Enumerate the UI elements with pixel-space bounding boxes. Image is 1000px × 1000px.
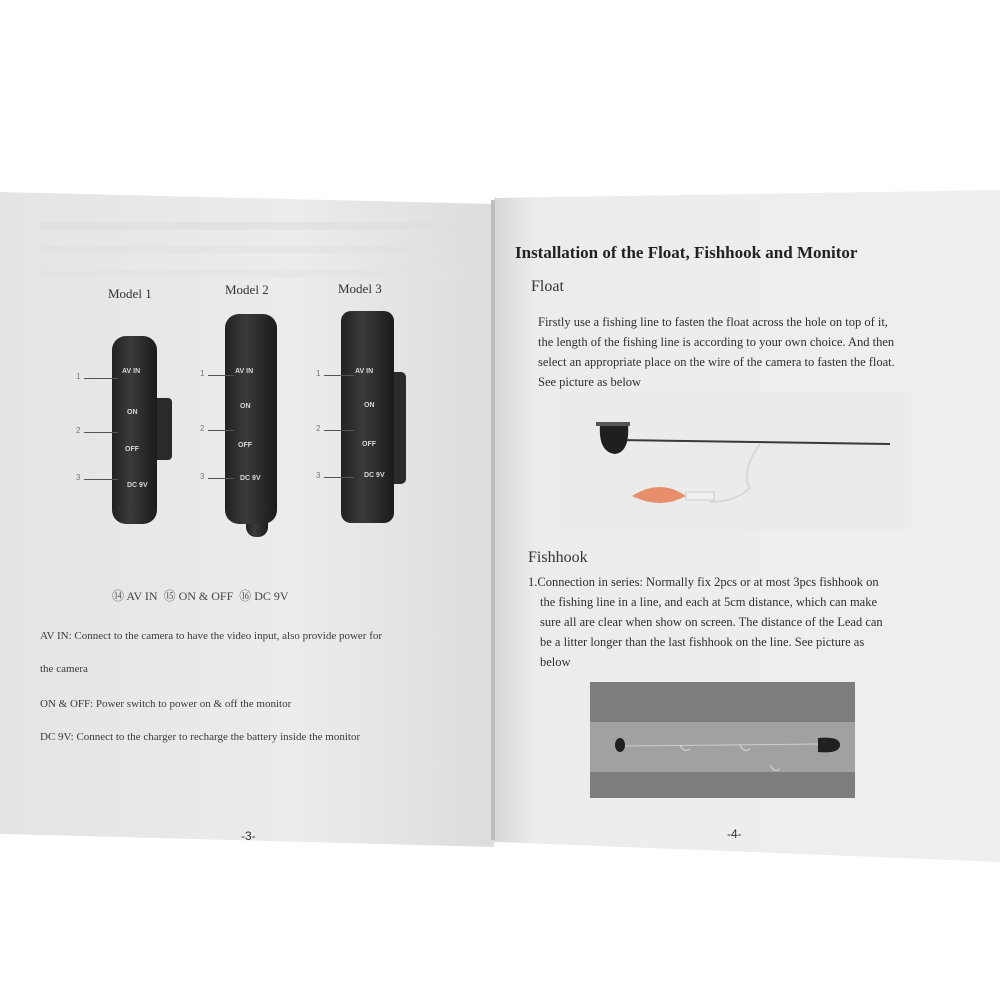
on-off-description: ON & OFF: Power switch to power on & off the monitor [40,698,292,710]
av-in-description: AV IN: Connect to the camera to have the video input, also provide power for [40,630,383,642]
booklet-spine [491,200,495,840]
model-2-label: Model 2 [225,282,269,297]
dc-description: DC 9V: Connect to the charger to recharge the battery inside the monitor [40,731,361,743]
av-in-description-cont: the camera [40,663,88,675]
leader-line [324,375,354,376]
callout-2: 2 [316,424,321,433]
page-number-right: -4- [727,827,742,841]
float-heading: Float [531,278,564,295]
leader-line [208,375,234,376]
port-legend: ⑭ AV IN ⑮ ON & OFF ⑯ DC 9V [112,589,289,603]
callout-3: 3 [76,473,81,482]
callout-1: 1 [200,369,205,378]
bleed-through-text [40,246,420,253]
callout-1: 1 [76,372,81,381]
bleed-through-text [40,270,465,277]
leader-line [324,477,354,478]
leader-line [84,378,118,379]
leader-line [208,478,234,479]
page-title: Installation of the Float, Fishhook and Monitor [515,243,858,262]
callout-3: 3 [200,472,205,481]
model-1-label: Model 1 [108,286,152,301]
page-number-left: -3- [241,829,256,843]
fishhook-photo [590,682,855,798]
fishhook-paragraph: 1.Connection in series: Normally fix 2pcs or at most 3pcs fishhook on the fishing line in a line, and each at 5cm distance, which can make sure all are clear when show on screen. The distance of the Lead can be a litter longer than the last fishhook on the line. See picture as below [528,575,883,669]
leader-line [208,430,234,431]
model-3-label: Model 3 [338,281,382,296]
fishhook-heading: Fishhook [528,549,588,566]
leader-line [84,479,118,480]
callout-2: 2 [76,426,81,435]
bleed-through-text [40,222,460,230]
leader-line [84,432,118,433]
callout-2: 2 [200,424,205,433]
float-photo [560,392,905,530]
callout-1: 1 [316,369,321,378]
callout-3: 3 [316,471,321,480]
leader-line [324,430,354,431]
float-paragraph: Firstly use a fishing line to fasten the float across the hole on top of it, the length of the fishing line is according to your own choice. And then select an appropriate place on the wire of the camera to fasten the float. See picture as below [538,315,895,389]
